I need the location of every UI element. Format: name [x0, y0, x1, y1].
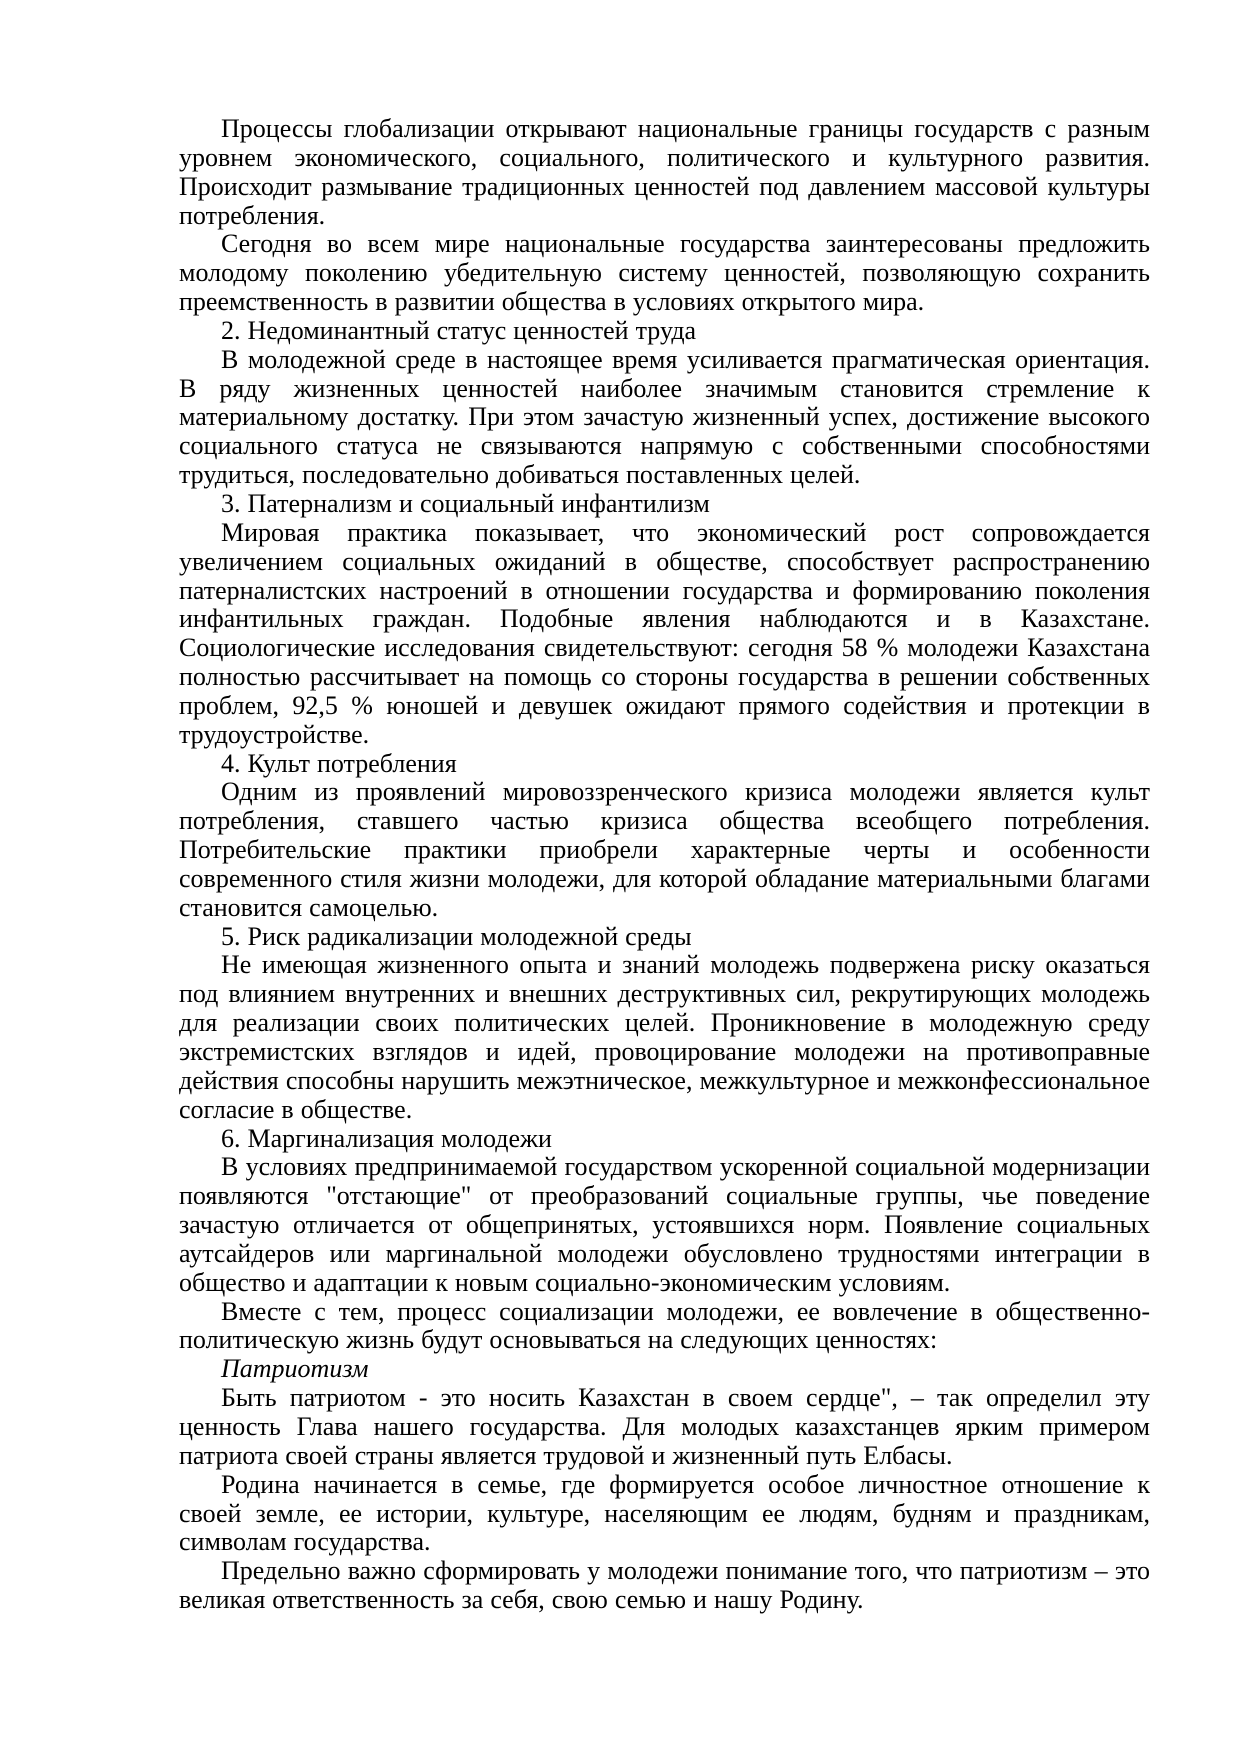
paragraph: Родина начинается в семье, где формируется особое личностное отношение к своей земле, ее истории, культуре, населяющим ее людям, будням и праздникам, символам государства. — [179, 1469, 1150, 1557]
section-heading: 3. Патернализм и социальный инфантилизм — [221, 488, 710, 518]
document-body — [179, 115, 1150, 1615]
paragraph: Предельно важно сформировать у молодежи понимание того, что патриотизм – это великая ответственность за себя, свою семью и нашу Родину. — [179, 1556, 1150, 1615]
paragraph: В молодежной среде в настоящее время усиливается прагматическая ориентация. В ряду жизненных ценностей наиболее значимым становится стремление к материальному достатку. При этом зачастую жизненный успех, достижение высокого социального статуса не связываются напрямую с собственными способностями трудиться, последовательно добиваться поставленных целей. — [179, 344, 1150, 490]
section-heading: 2. Недоминантный статус ценностей труда — [221, 315, 697, 345]
value-heading: Патриотизм — [221, 1354, 369, 1384]
paragraph: Сегодня во всем мире национальные государства заинтересованы предложить молодому поколению убедительную систему ценностей, позволяющую сохранить преемственность в развитии общества в условиях открытого мира. — [179, 229, 1150, 317]
paragraph: Вместе с тем, процесс социализации молодежи, ее вовлечение в общественно-политическую жизнь будут основываться на следующих ценностях: — [179, 1296, 1150, 1355]
section-heading: 4. Культ потребления — [221, 748, 457, 778]
section-heading: 5. Риск радикализации молодежной среды — [221, 921, 692, 951]
section-heading: 6. Маргинализация молодежи — [221, 1123, 552, 1153]
paragraph: В условиях предпринимаемой государством ускоренной социальной модернизации появляются "отстающие" от преобразований социальные группы, чье поведение зачастую отличается от общепринятых, устоявшихся норм. Появление социальных аутсайдеров или маргинальной молодежи обусловлено трудностями интеграции в общество и адаптации к новым социально-экономическим условиям. — [179, 1152, 1150, 1297]
paragraph: Быть патриотом - это носить Казахстан в своем сердце", – так определил эту ценность Глава нашего государства. Для молодых казахстанцев ярким примером патриота своей страны является трудовой и жизненный путь Елбасы. — [179, 1383, 1150, 1470]
paragraph: Не имеющая жизненного опыта и знаний молодежь подвержена риску оказаться под влиянием внутренних и внешних деструктивных сил, рекрутирующих молодежь для реализации своих политических целей. Проникновение в молодежную среду экстремистских взглядов и идей, провоцирование молодежи на противоправные действия способны нарушить межэтническое, межкультурное и межконфессиональное согласие в обществе. — [179, 950, 1150, 1124]
paragraph: Мировая практика показывает, что экономический рост сопровождается увеличением социальных ожиданий в обществе, способствует распространению патерналистских настроений в отношении государства и формированию поколения инфантильных граждан. Подобные явления наблюдаются и в Казахстане. Социологические исследования свидетельствуют: сегодня 58 % молодежи Казахстана полностью рассчитывает на помощь со стороны государства в решении собственных проблем, 92,5 % юношей и девушек ожидают прямого содействия и протекции в трудоустройстве. — [179, 517, 1150, 749]
paragraph: Процессы глобализации открывают национальные границы государств с разным уровнем экономического, социального, политического и культурного развития. Происходит размывание традиционных ценностей под давлением массовой культуры потребления. — [179, 114, 1150, 230]
paragraph: Одним из проявлений мировоззренческого кризиса молодежи является культ потребления, ставшего частью кризиса общества всеобщего потребления. Потребительские практики приобрели характерные черты и особенности современного стиля жизни молодежи, для которой обладание материальными благами становится самоцелью. — [179, 777, 1150, 922]
